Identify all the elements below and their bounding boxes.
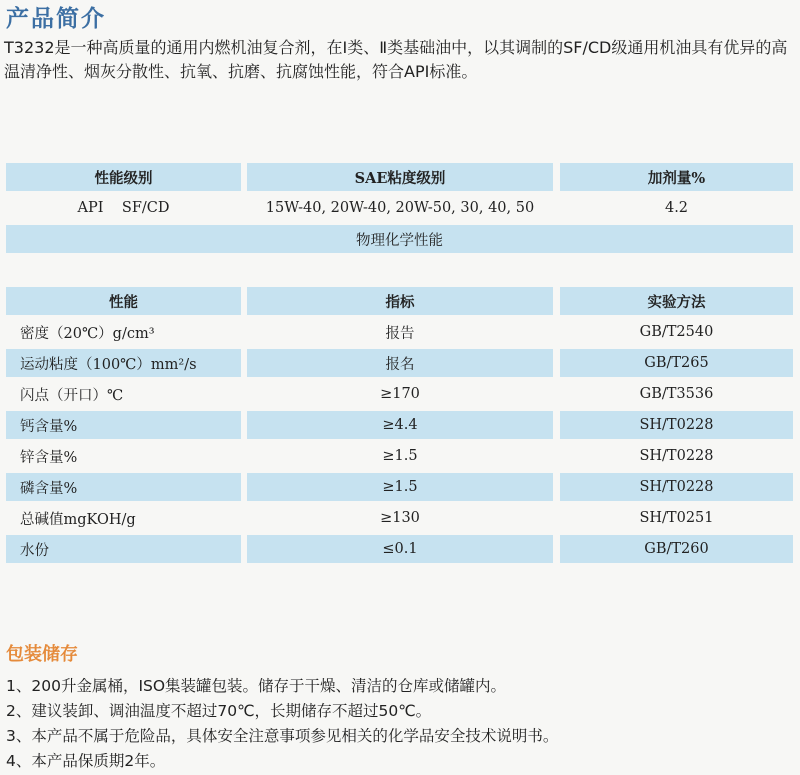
- property-method: SH/T0228: [560, 473, 793, 501]
- product-intro-title: 产品简介: [6, 5, 106, 32]
- list-item: 4、本产品保质期2年。: [6, 752, 166, 770]
- property-name: 磷含量%: [6, 473, 241, 501]
- physchem-section-label: 物理化学性能: [6, 225, 793, 253]
- table-row: [0, 472, 800, 503]
- table-row: [0, 534, 800, 565]
- header-sae: SAE粘度级别: [247, 163, 553, 191]
- table-row: [0, 441, 800, 472]
- product-intro-text: T3232是一种高质量的通用内燃机油复合剂，在Ⅰ类、Ⅱ类基础油中，以其调制的SF/CD级通用机油具有优异的高温清净性、烟灰分散性、抗氧、抗磨、抗腐蚀性能，符合API标准。: [4, 38, 788, 81]
- storage-title: 包装储存: [6, 644, 78, 665]
- property-value: ≥170: [380, 386, 420, 402]
- property-name: 钙含量%: [6, 411, 241, 439]
- property-method: SH/T0228: [639, 448, 714, 464]
- list-item: 2、建议装卸、调油温度不超过70℃，长期储存不超过50℃。: [6, 702, 432, 720]
- property-header-row: [0, 286, 800, 317]
- section-label-row: [0, 224, 800, 255]
- table-row: [0, 317, 800, 348]
- property-value: ≥1.5: [247, 473, 553, 501]
- property-method: GB/T265: [560, 349, 793, 377]
- storage-notes: [6, 674, 558, 774]
- grade-value: API SF/CD: [77, 200, 170, 216]
- property-value: ≥4.4: [247, 411, 553, 439]
- property-name: 运动粘度（100℃）mm²/s: [6, 349, 241, 377]
- table-row: [0, 379, 800, 410]
- spec-header-row: [0, 162, 800, 193]
- sae-value: 15W-40, 20W-40, 20W-50, 30, 40, 50: [265, 200, 535, 216]
- spec-table: [0, 162, 800, 255]
- property-name: 密度（20℃）g/cm³: [20, 325, 155, 342]
- header-index: 指标: [247, 287, 553, 315]
- header-grade: 性能级别: [6, 163, 241, 191]
- table-row: [0, 410, 800, 441]
- property-name: 锌含量%: [20, 449, 78, 466]
- property-value: ≥130: [380, 510, 420, 526]
- header-property: 性能: [6, 287, 241, 315]
- property-table: [0, 286, 800, 565]
- property-method: GB/T2540: [639, 324, 714, 340]
- property-name: 总碱值mgKOH/g: [20, 511, 136, 528]
- property-value: 报名: [247, 349, 553, 377]
- property-method: GB/T3536: [639, 386, 714, 402]
- property-value: 报告: [385, 325, 415, 342]
- dosage-value: 4.2: [664, 200, 689, 216]
- list-item: 1、200升金属桶，ISO集装罐包装。储存于干燥、清洁的仓库或储罐内。: [6, 677, 507, 695]
- property-method: GB/T260: [560, 535, 793, 563]
- header-method: 实验方法: [560, 287, 793, 315]
- list-item: 3、本产品不属于危险品，具体安全注意事项参见相关的化学品安全技术说明书。: [6, 727, 559, 745]
- spec-data-row: [0, 193, 800, 224]
- header-dosage: 加剂量%: [560, 163, 793, 191]
- table-row: [0, 348, 800, 379]
- property-method: SH/T0228: [560, 411, 793, 439]
- property-name: 水份: [6, 535, 241, 563]
- property-method: SH/T0251: [639, 510, 714, 526]
- table-row: [0, 503, 800, 534]
- property-value: ≤0.1: [247, 535, 553, 563]
- property-value: ≥1.5: [382, 448, 418, 464]
- property-name: 闪点（开口）℃: [20, 387, 124, 404]
